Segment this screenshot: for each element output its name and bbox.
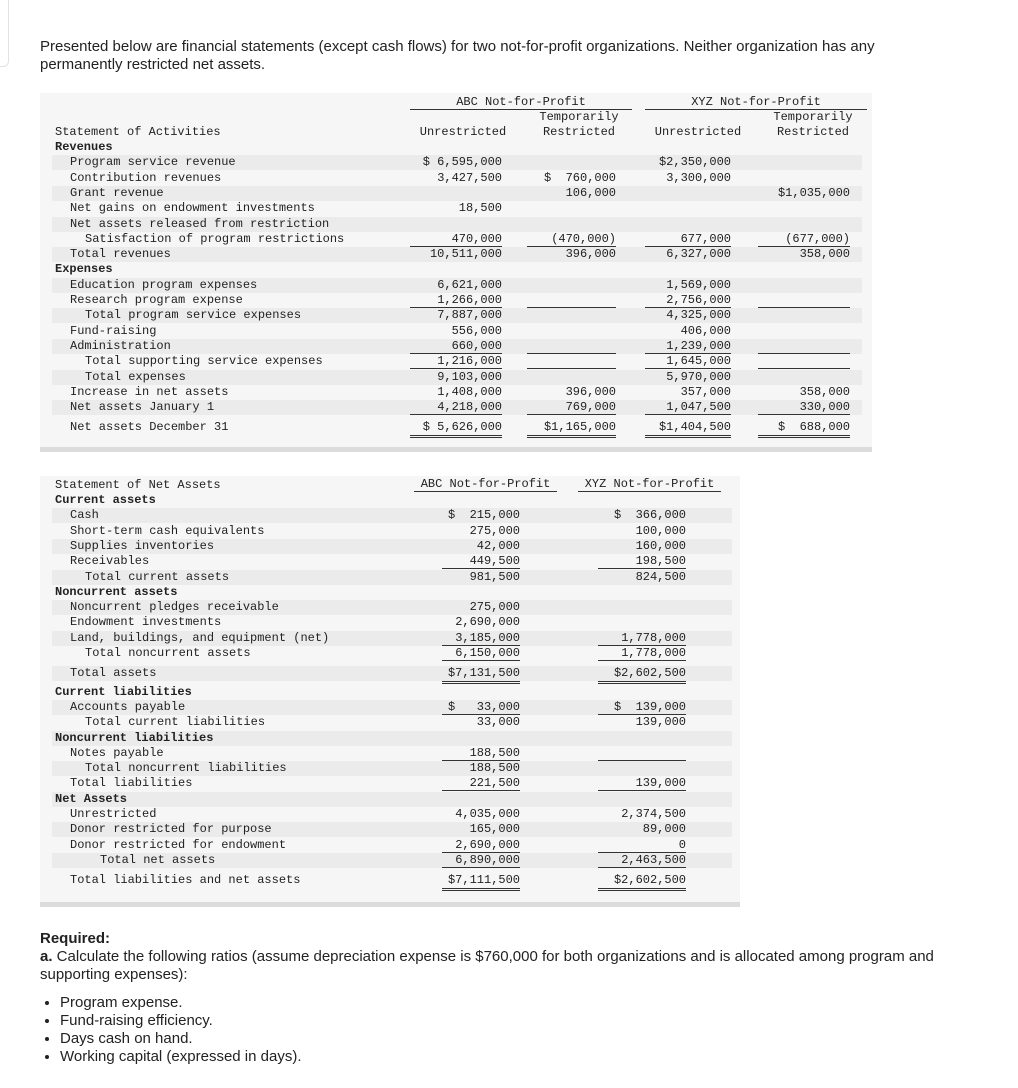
net-assets-cell-abc: 165,000 <box>469 822 520 837</box>
activities-row-label: Net assets released from restriction <box>70 216 330 231</box>
activities-cell-abc-unrestricted: 10,511,000 <box>429 247 502 262</box>
activities-row-label: Total supporting service expenses <box>85 354 323 369</box>
net-assets-cell-abc: 6,150,000 <box>442 646 520 661</box>
activities-cell-xyz-restricted: (677,000) <box>758 232 850 247</box>
activities-cell-xyz-restricted: 358,000 <box>799 384 850 399</box>
net-assets-cell-abc: 2,690,000 <box>455 615 520 630</box>
part-a-instruction <box>40 948 980 984</box>
net-assets-title: Statement of Net Assets <box>55 478 221 492</box>
net-assets-cell-abc: $7,131,500 <box>442 666 520 684</box>
activities-row-label: Revenues <box>55 140 113 154</box>
activities-cell-xyz-restricted: 358,000 <box>799 247 850 262</box>
intro-text: Presented below are financial statements (except cash flows) for two not-for-profit organizations. Neither organization has any permanently restricted net assets. <box>40 38 875 73</box>
net-assets-cell-abc: 449,500 <box>442 554 520 569</box>
activities-cell-xyz-unrestricted: 6,327,000 <box>666 247 731 262</box>
activities-cell-xyz-restricted: $1,035,000 <box>777 185 850 200</box>
activities-cell-xyz-unrestricted: $2,350,000 <box>658 155 731 170</box>
abc-unrestricted-header: Unrestricted <box>419 125 507 139</box>
net-assets-cell-xyz: 2,463,500 <box>598 853 686 868</box>
activities-cell-abc-unrestricted: 7,887,000 <box>437 308 502 323</box>
row-stripe <box>52 792 732 807</box>
net-assets-row-label: Short-term cash equivalents <box>70 523 265 538</box>
net-assets-cell-xyz: 100,000 <box>635 523 686 538</box>
activities-cell-abc-restricted: 769,000 <box>527 400 616 415</box>
net-assets-cell-xyz: $2,602,500 <box>598 873 686 891</box>
activities-row-label: Satisfaction of program restrictions <box>85 231 345 246</box>
net-assets-cell-abc: 4,035,000 <box>455 807 520 821</box>
activities-cell-xyz-restricted <box>758 354 850 369</box>
activities-row-label: Fund-raising <box>70 323 157 338</box>
activities-cell-xyz-restricted <box>758 293 850 308</box>
activities-cell-xyz-unrestricted: $1,404,500 <box>645 420 731 438</box>
activities-cell-abc-unrestricted: 470,000 <box>410 232 502 247</box>
page-edge-decoration <box>0 0 9 67</box>
net-assets-row-label: Accounts payable <box>70 699 186 714</box>
activities-cell-abc-unrestricted: 1,408,000 <box>437 384 502 399</box>
net-assets-cell-abc: 2,690,000 <box>442 838 520 853</box>
activities-row-label: Total expenses <box>85 369 186 384</box>
activities-title: Statement of Activities <box>55 125 221 139</box>
net-assets-row-label: Current assets <box>55 493 156 507</box>
net-assets-row-label: Land, buildings, and equipment (net) <box>70 630 330 645</box>
activities-cell-abc-restricted <box>527 339 616 354</box>
activities-cell-xyz-unrestricted: 677,000 <box>645 232 731 247</box>
abc-org-header: ABC Not-for-Profit <box>410 95 632 110</box>
activities-cell-abc-unrestricted: $ 6,595,000 <box>422 155 502 170</box>
part-a-text: Calculate the following ratios (assume depreciation expense is $760,000 for both organizations and is allocated among program and supporting expenses): <box>40 948 934 983</box>
required-section <box>40 930 980 1066</box>
row-stripe <box>52 186 862 201</box>
activities-cell-xyz-unrestricted: 4,325,000 <box>666 308 731 323</box>
net-assets-row-label: Net Assets <box>55 791 128 806</box>
net-assets-cell-xyz: $2,602,500 <box>598 666 686 684</box>
activities-row-label: Research program expense <box>70 293 243 307</box>
ratio-item: • Working capital (expressed in days). <box>60 1048 980 1066</box>
net-assets-row-label: Total current assets <box>85 569 230 584</box>
ratio-item: • Program expense. <box>60 994 980 1012</box>
xyz-org-header: XYZ Not-for-Profit <box>645 95 867 110</box>
activities-cell-xyz-unrestricted: 3,300,000 <box>666 170 731 185</box>
part-a-label: a. <box>40 948 53 965</box>
activities-cell-xyz-unrestricted: 1,239,000 <box>645 339 731 354</box>
activities-cell-xyz-unrestricted: 1,645,000 <box>645 354 731 369</box>
net-assets-row-label: Total noncurrent liabilities <box>85 761 287 776</box>
net-assets-cell-abc: $ 215,000 <box>447 508 520 523</box>
activities-cell-abc-restricted <box>527 293 616 308</box>
xyz-net-assets-header: XYZ Not-for-Profit <box>578 477 721 492</box>
net-assets-row-label: Total net assets <box>100 852 216 867</box>
net-assets-row-label: Total liabilities <box>70 776 193 791</box>
net-assets-cell-abc: 6,890,000 <box>442 853 520 868</box>
activities-cell-abc-restricted: $ 760,000 <box>543 170 616 185</box>
net-assets-cell-xyz: 160,000 <box>635 538 686 553</box>
net-assets-cell-xyz: 198,500 <box>598 554 686 569</box>
activities-cell-abc-unrestricted: 6,621,000 <box>437 277 502 292</box>
activities-cell-abc-restricted: 106,000 <box>565 185 616 200</box>
net-assets-row-label: Noncurrent assets <box>55 584 178 599</box>
net-assets-row-label: Supplies inventories <box>70 538 215 553</box>
xyz-unrestricted-header: Unrestricted <box>654 125 742 139</box>
activities-cell-xyz-unrestricted: 1,047,500 <box>645 400 731 415</box>
net-assets-cell-xyz: 89,000 <box>642 822 686 837</box>
net-assets-row-label: Cash <box>70 508 99 523</box>
net-assets-cell-abc: 188,500 <box>442 746 520 761</box>
net-assets-cell-xyz: 139,000 <box>635 715 686 730</box>
activities-cell-abc-unrestricted: 660,000 <box>410 339 502 354</box>
activities-row-label: Increase in net assets <box>70 384 229 399</box>
net-assets-row-label: Total current liabilities <box>85 715 266 730</box>
net-assets-cell-abc: 981,500 <box>469 569 520 584</box>
net-assets-cell-abc: $ 33,000 <box>442 700 520 715</box>
net-assets-cell-abc: 33,000 <box>476 715 520 730</box>
activities-row-label: Contribution revenues <box>70 170 222 185</box>
abc-net-assets-header: ABC Not-for-Profit <box>414 477 557 492</box>
net-assets-cell-abc: 275,000 <box>469 600 520 615</box>
activities-cell-abc-unrestricted: 556,000 <box>451 323 502 338</box>
activities-cell-abc-unrestricted: $ 5,626,000 <box>410 420 502 438</box>
activities-row-label: Education program expenses <box>70 277 258 292</box>
net-assets-row-label: Noncurrent liabilities <box>55 730 214 745</box>
net-assets-cell-abc: 3,185,000 <box>442 631 520 646</box>
activities-cell-xyz-restricted: 330,000 <box>758 400 850 415</box>
activities-cell-abc-unrestricted: 1,266,000 <box>410 293 502 308</box>
activities-cell-abc-restricted <box>527 354 616 369</box>
activities-row-label: Grant revenue <box>70 185 164 200</box>
net-assets-cell-abc: 42,000 <box>476 538 520 553</box>
abc-temp-header-line2: Restricted <box>542 125 615 139</box>
net-assets-cell-abc: 188,500 <box>469 761 520 776</box>
ratio-item: • Days cash on hand. <box>60 1030 980 1048</box>
activities-row-label: Expenses <box>55 262 113 277</box>
activities-cell-abc-restricted: $1,165,000 <box>527 420 616 438</box>
activities-cell-xyz-restricted: $ 688,000 <box>758 420 850 438</box>
activities-row-label: Net assets January 1 <box>70 400 215 415</box>
net-assets-cell-abc: 221,500 <box>442 776 520 791</box>
net-assets-row-label: Noncurrent pledges receivable <box>70 600 279 615</box>
activities-cell-xyz-unrestricted: 2,756,000 <box>645 293 731 308</box>
net-assets-row-label: Total noncurrent assets <box>85 646 251 660</box>
net-assets-cell-abc: $7,111,500 <box>442 873 520 891</box>
activities-cell-abc-unrestricted: 1,216,000 <box>410 354 502 369</box>
net-assets-cell-xyz: 139,000 <box>598 776 686 791</box>
required-heading: Required: <box>40 930 111 947</box>
net-assets-row-label: Total assets <box>70 666 157 681</box>
net-assets-cell-abc: 275,000 <box>469 523 520 538</box>
activities-cell-abc-unrestricted: 3,427,500 <box>437 170 502 185</box>
net-assets-cell-xyz: 1,778,000 <box>598 631 686 646</box>
activities-cell-abc-restricted: 396,000 <box>565 384 616 399</box>
statement-of-activities <box>40 93 872 452</box>
activities-row-label: Total program service expenses <box>85 308 302 323</box>
xyz-temp-header-line2: Restricted <box>776 125 849 139</box>
net-assets-row-label: Receivables <box>70 554 150 569</box>
activities-row-label: Program service revenue <box>70 155 236 170</box>
activities-cell-abc-restricted: 396,000 <box>565 247 616 262</box>
abc-temp-header-line1: Temporarily <box>539 110 619 124</box>
net-assets-row-label: Donor restricted for purpose <box>70 822 272 837</box>
net-assets-row-label: Total liabilities and net assets <box>70 873 301 888</box>
net-assets-cell-xyz: $ 139,000 <box>598 700 686 715</box>
activities-cell-xyz-unrestricted: 406,000 <box>680 323 731 338</box>
net-assets-row-label: Unrestricted <box>70 807 157 821</box>
activities-row-label: Total revenues <box>70 247 171 262</box>
net-assets-cell-xyz: 824,500 <box>635 569 686 584</box>
net-assets-cell-xyz: 1,778,000 <box>598 646 686 661</box>
net-assets-row-label: Endowment investments <box>70 615 222 630</box>
net-assets-row-label: Notes payable <box>70 745 164 760</box>
statement-of-net-assets <box>40 476 740 907</box>
ratio-item: • Fund-raising efficiency. <box>60 1012 980 1030</box>
activities-row-label: Net assets December 31 <box>70 420 229 435</box>
activities-cell-abc-unrestricted: 4,218,000 <box>410 400 502 415</box>
net-assets-row-label: Current liabilities <box>55 684 192 699</box>
ratio-list <box>40 994 980 1066</box>
activities-cell-xyz-unrestricted: 1,569,000 <box>666 277 731 292</box>
xyz-temp-header-line1: Temporarily <box>773 110 853 124</box>
activities-cell-xyz-restricted <box>758 339 850 354</box>
activities-cell-xyz-unrestricted: 357,000 <box>680 384 731 399</box>
net-assets-cell-xyz: 0 <box>598 838 686 853</box>
activities-cell-abc-unrestricted: 18,500 <box>458 201 502 216</box>
activities-row-label: Administration <box>70 338 171 353</box>
activities-cell-abc-restricted: (470,000) <box>527 232 616 247</box>
activities-cell-abc-unrestricted: 9,103,000 <box>437 369 502 384</box>
net-assets-cell-xyz: $ 366,000 <box>613 508 686 523</box>
activities-cell-xyz-unrestricted: 5,970,000 <box>666 369 731 384</box>
net-assets-cell-xyz <box>598 746 686 761</box>
activities-row-label: Net gains on endowment investments <box>70 201 315 216</box>
net-assets-cell-xyz: 2,374,500 <box>621 807 686 821</box>
net-assets-row-label: Donor restricted for endowment <box>70 837 287 852</box>
